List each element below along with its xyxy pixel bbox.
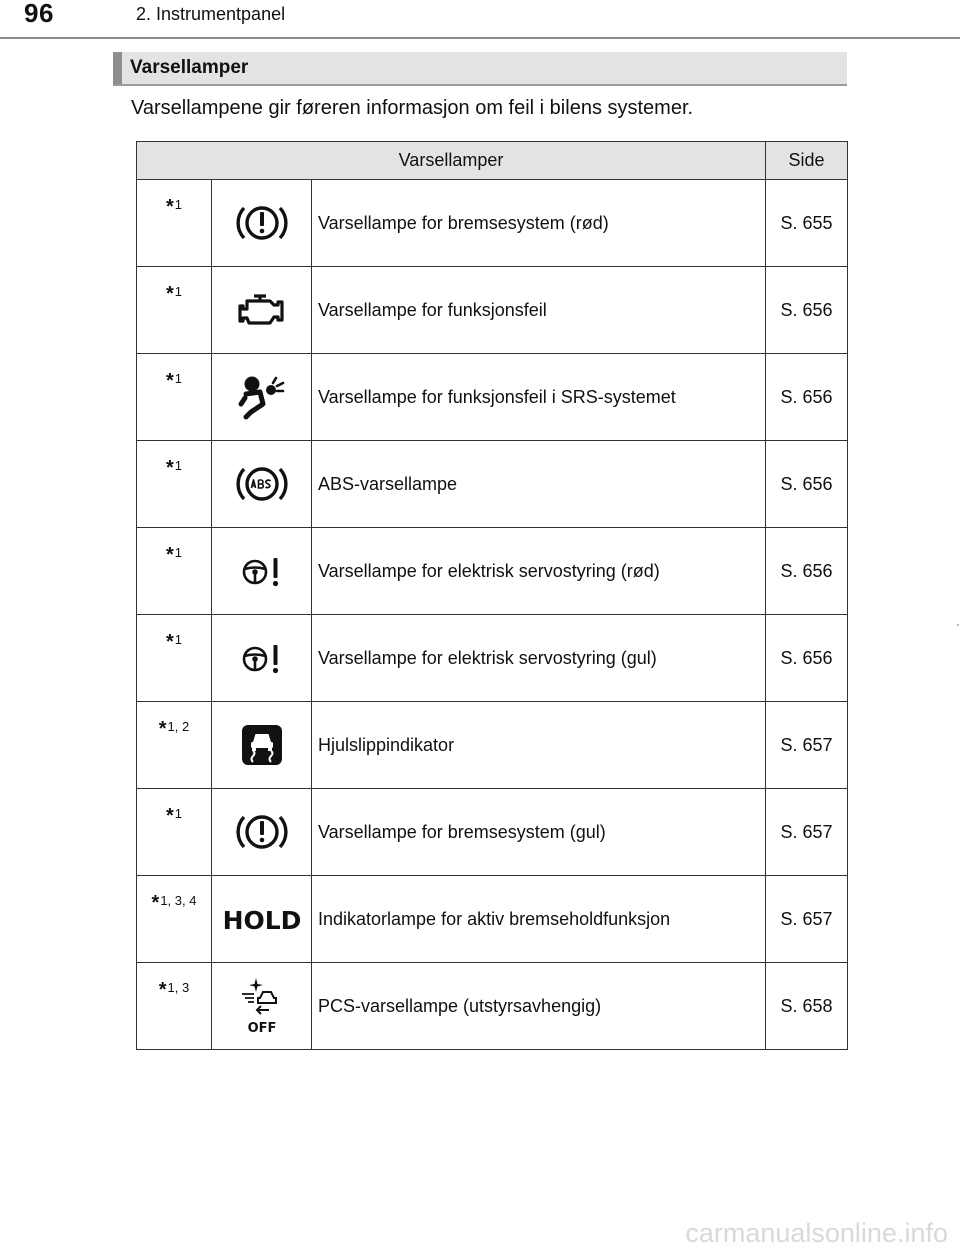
page-reference: S. 658 — [766, 963, 848, 1050]
warning-lamps-table — [136, 141, 848, 1050]
table-row — [137, 180, 848, 267]
asterisk: * — [151, 892, 160, 914]
icon-cell — [212, 702, 312, 789]
footnote-ref — [137, 702, 212, 789]
table-row — [137, 789, 848, 876]
edge-mark — [957, 624, 959, 626]
lamp-description: ABS-varsellampe — [312, 441, 766, 528]
icon-cell — [212, 441, 312, 528]
steering-warning-icon — [237, 638, 287, 678]
lamp-description: Hjulslippindikator — [312, 702, 766, 789]
footnote-ref — [137, 267, 212, 354]
lamp-description: Indikatorlampe for aktiv bremseholdfunksjon — [312, 876, 766, 963]
page-reference: S. 656 — [766, 441, 848, 528]
page-reference: S. 656 — [766, 267, 848, 354]
intro-paragraph: Varsellampene gir føreren informasjon om feil i bilens systemer. — [131, 97, 694, 119]
table-row — [137, 354, 848, 441]
hold-label: HOLD — [222, 906, 301, 935]
footnote-ref — [137, 615, 212, 702]
footnote-ref — [137, 789, 212, 876]
page-reference: S. 656 — [766, 528, 848, 615]
icon-cell — [212, 876, 312, 963]
page-reference: S. 657 — [766, 876, 848, 963]
icon-cell — [212, 528, 312, 615]
asterisk: * — [165, 457, 174, 479]
icon-cell — [212, 963, 312, 1050]
footnote-numbers: 1, 2 — [167, 719, 190, 734]
page-reference: S. 656 — [766, 354, 848, 441]
watermark: carmanualsonline.info — [685, 1218, 948, 1248]
footnote-numbers: 1 — [174, 806, 183, 821]
table-row — [137, 615, 848, 702]
icon-cell — [212, 615, 312, 702]
section-title: Varsellamper — [130, 57, 249, 78]
lamp-description: Varsellampe for bremsesystem (gul) — [312, 789, 766, 876]
pcs-off-icon — [234, 976, 290, 1036]
section-accent — [113, 52, 122, 84]
asterisk: * — [165, 283, 174, 305]
lamp-description: Varsellampe for elektrisk servostyring (rød) — [312, 528, 766, 615]
srs-airbag-icon — [235, 374, 289, 420]
page-reference: S. 655 — [766, 180, 848, 267]
asterisk: * — [165, 196, 174, 218]
icon-cell — [212, 354, 312, 441]
lamp-description: Varsellampe for funksjonsfeil i SRS-systemet — [312, 354, 766, 441]
footnote-ref — [137, 876, 212, 963]
table-row — [137, 963, 848, 1050]
footnote-numbers: 1 — [174, 197, 183, 212]
off-label: OFF — [247, 1021, 276, 1036]
footnote-ref — [137, 354, 212, 441]
lamp-description: Varsellampe for bremsesystem (rød) — [312, 180, 766, 267]
engine-malfunction-icon — [234, 290, 290, 330]
header-page: Side — [766, 142, 848, 180]
section-heading-bar — [113, 52, 847, 86]
steering-warning-icon — [237, 551, 287, 591]
asterisk: * — [165, 631, 174, 653]
header-divider — [0, 37, 960, 39]
table-row — [137, 267, 848, 354]
table-row — [137, 441, 848, 528]
icon-cell — [212, 180, 312, 267]
footnote-numbers: 1 — [174, 632, 183, 647]
footnote-numbers: 1, 3 — [167, 980, 190, 995]
footnote-ref — [137, 180, 212, 267]
header-lamps: Varsellamper — [137, 142, 766, 180]
lamp-description: Varsellampe for elektrisk servostyring (gul) — [312, 615, 766, 702]
footnote-ref — [137, 441, 212, 528]
footnote-numbers: 1 — [174, 284, 183, 299]
table-header-row — [137, 142, 848, 180]
page-reference: S. 657 — [766, 702, 848, 789]
footnote-ref — [137, 963, 212, 1050]
brake-warning-icon — [235, 202, 289, 244]
brake-warning-icon — [235, 811, 289, 853]
asterisk: * — [165, 805, 174, 827]
abs-icon — [235, 463, 289, 505]
asterisk: * — [158, 979, 167, 1001]
asterisk: * — [165, 370, 174, 392]
slip-indicator-icon — [240, 723, 284, 767]
hold-indicator-icon — [222, 901, 302, 937]
footnote-numbers: 1 — [174, 458, 183, 473]
asterisk: * — [158, 718, 167, 740]
asterisk: * — [165, 544, 174, 566]
page-number: 96 — [24, 0, 54, 28]
page-reference: S. 657 — [766, 789, 848, 876]
lamp-description: Varsellampe for funksjonsfeil — [312, 267, 766, 354]
footnote-numbers: 1 — [174, 371, 183, 386]
icon-cell — [212, 267, 312, 354]
chapter-title: 2. Instrumentpanel — [136, 4, 286, 24]
page-reference: S. 656 — [766, 615, 848, 702]
footnote-numbers: 1 — [174, 545, 183, 560]
footnote-numbers: 1, 3, 4 — [160, 893, 197, 908]
table-row — [137, 702, 848, 789]
table-row — [137, 876, 848, 963]
table-row — [137, 528, 848, 615]
footnote-ref — [137, 528, 212, 615]
icon-cell — [212, 789, 312, 876]
lamp-description: PCS-varsellampe (utstyrsavhengig) — [312, 963, 766, 1050]
